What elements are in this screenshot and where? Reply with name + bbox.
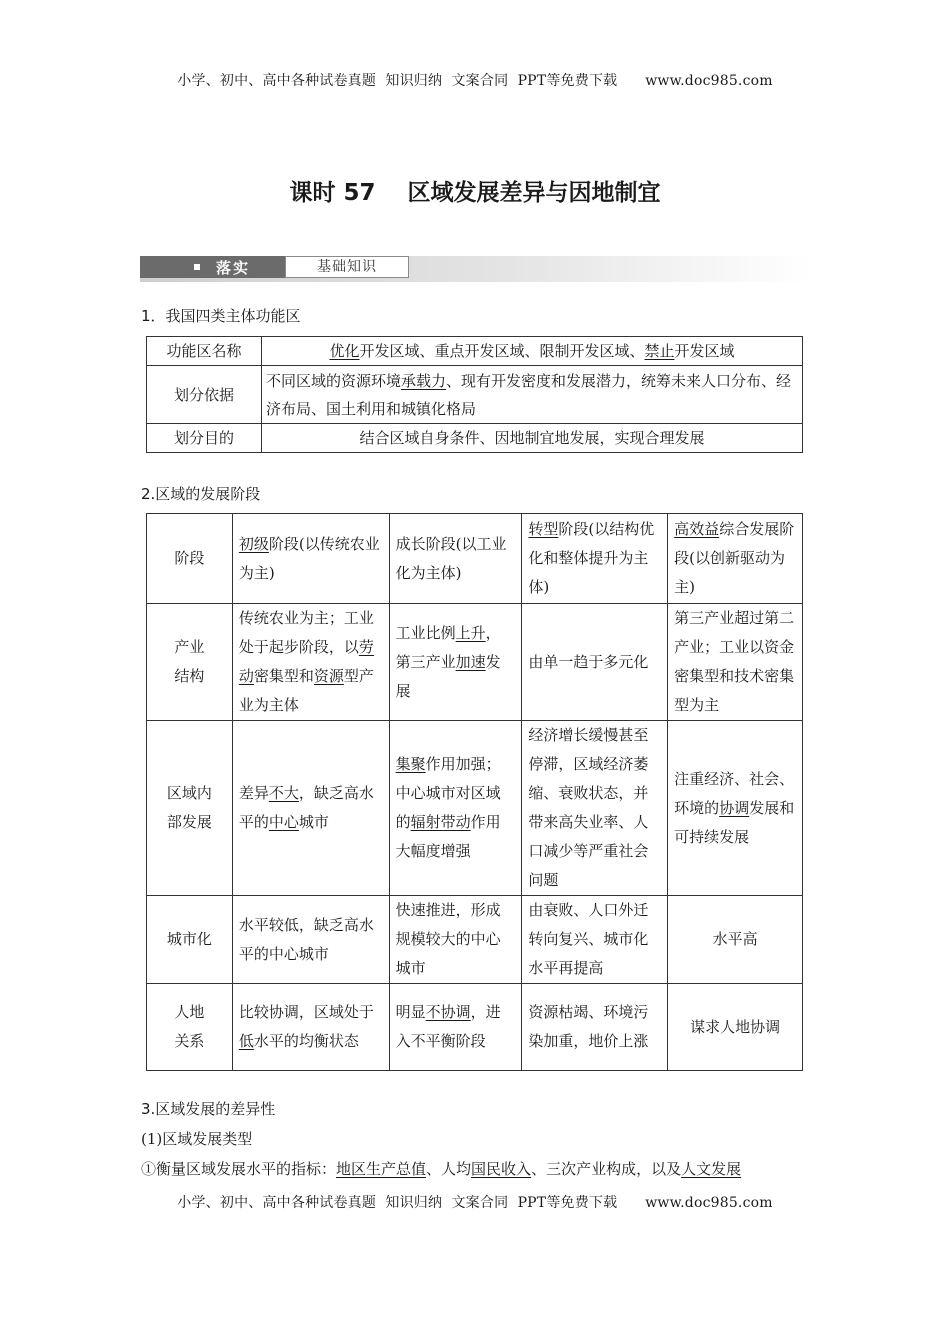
table-cell (262, 337, 803, 366)
underlined-answer: 上升 (455, 623, 486, 642)
text-run: 由单一趋于多元化 (528, 652, 649, 671)
underlined-answer: 禁止 (644, 342, 675, 360)
text-run: 结合区域自身条件、因地制宜地发展，实现合理发展 (359, 429, 705, 447)
square-bullet-icon (194, 264, 200, 270)
development-stage-table (146, 513, 803, 1071)
text-run: 、现有开发密度和发展潜力，统筹未来人口分布、经济布局、国土利用和城镇化格局 (266, 371, 792, 418)
table-cell (668, 896, 803, 984)
table-row-label: 人地 关系 (147, 984, 233, 1071)
page-header: 小学、初中、高中各种试卷真题 知识归纳 文案合同 PPT等免费下载 www.doc985.com (177, 73, 773, 89)
text-run: 作用加强；中心城市对区域的 (395, 755, 501, 831)
text-run: 城市 (298, 813, 329, 831)
banner-label-left: 落实 (216, 259, 251, 277)
underlined-answer: 劳动 (238, 638, 374, 685)
underlined-answer: 加速 (455, 652, 486, 671)
underlined-answer: 初级 (238, 534, 269, 553)
text-run: 、三次产业构成，以及 (531, 1160, 682, 1178)
text-run: 开发区域 (674, 342, 735, 360)
text-run: 谋求人地协调 (690, 1017, 781, 1036)
text-run: 密集型和 (253, 667, 314, 685)
stage-header (232, 514, 389, 604)
page-title: 课时 57 区域发展差异与因地制宜 (289, 180, 661, 206)
paragraph-line (141, 1158, 741, 1179)
text-run: 明显 (395, 1003, 426, 1021)
banner-dark-block (140, 256, 286, 278)
underlined-answer: 辐射带动 (410, 813, 471, 831)
underlined-answer: 集聚 (395, 755, 426, 773)
text-run: 综合发展阶段(以创新驱动为主) (674, 520, 795, 596)
table-cell (232, 604, 389, 721)
text-run: 由衰败、人口外迁转向复兴、城市化水平再提高 (528, 901, 649, 977)
underlined-answer: 人文发展 (681, 1160, 742, 1178)
table-cell (389, 604, 522, 721)
table-cell (668, 721, 803, 896)
underlined-answer: 地区生产总值 (336, 1160, 427, 1178)
text-run: 快速推进，形成规模较大的中心城市 (395, 901, 501, 977)
text-run: 水平高 (712, 930, 758, 948)
table-row-label: 划分目的 (147, 424, 262, 453)
underlined-answer: 低 (238, 1032, 254, 1050)
stage-header (668, 514, 803, 604)
underlined-answer: 高效益 (674, 520, 720, 538)
text-run: 作用大幅度增强 (395, 813, 501, 860)
stage-header (389, 514, 522, 604)
text-run: 第三产业超过第二产业；工业以资金密集型和技术密集型为主 (674, 609, 795, 714)
table-cell (522, 984, 668, 1071)
table-cell (232, 896, 389, 984)
text-run: 不同区域的资源环境 (266, 371, 402, 390)
text-run: 差异 (238, 784, 269, 802)
table-cell (232, 984, 389, 1071)
underlined-answer: 优化 (329, 342, 360, 360)
text-run: ，缺乏高水平的 (238, 784, 374, 831)
table-cell (389, 896, 522, 984)
table-cell (389, 721, 522, 896)
page-footer: 小学、初中、高中各种试卷真题 知识归纳 文案合同 PPT等免费下载 www.doc985.com (177, 1195, 773, 1211)
underlined-answer: 转型 (528, 520, 559, 538)
text-run: ，第三产业 (395, 623, 501, 671)
section-3-heading: 3.区域发展的差异性 (141, 1100, 276, 1118)
text-run: 资源枯竭、环境污染加重，地价上涨 (528, 1003, 649, 1050)
text-run: 比较协调，区域处于 (238, 1003, 374, 1021)
underlined-answer: 资源 (313, 667, 344, 685)
table-cell (232, 721, 389, 896)
table-row-label: 产业 结构 (147, 604, 233, 721)
text-run: 经济增长缓慢甚至停滞，区域经济萎缩、衰败状态，并带来高失业率、人口减少等严重社会问题 (528, 726, 649, 889)
table-row-label: 功能区名称 (147, 337, 262, 366)
table-cell (522, 721, 668, 896)
stage-header (522, 514, 668, 604)
text-run: ，进入不平衡阶段 (395, 1003, 501, 1050)
text-run: 水平的均衡状态 (253, 1032, 359, 1050)
function-zone-table (146, 336, 803, 453)
text-run: 注重经济、社会、环境的 (674, 769, 795, 817)
text-run: 发展和可持续发展 (674, 798, 795, 846)
underlined-answer: 国民收入 (471, 1160, 532, 1178)
table-cell (389, 984, 522, 1071)
banner-label-right: 基础知识 (285, 256, 409, 278)
underlined-answer: 不大 (268, 784, 299, 802)
underlined-answer: 协调 (719, 798, 750, 817)
table-cell (262, 366, 803, 424)
subsection-heading: (1)区域发展类型 (141, 1130, 253, 1148)
text-run: 成长阶段(以工业化为主体) (395, 534, 507, 582)
text-run: 、人均 (426, 1160, 472, 1178)
underlined-answer: 承载力 (401, 371, 447, 390)
text-run: 型产业为主体 (238, 667, 374, 714)
underlined-answer: 不协调 (425, 1003, 471, 1021)
text-run: 阶段(以结构优化和整体提升为主体) (528, 520, 655, 596)
underlined-answer: 中心 (268, 813, 299, 831)
text-run: 工业比例 (395, 623, 456, 642)
text-run: 发展 (395, 652, 501, 700)
table-row-label: 划分依据 (147, 366, 262, 424)
table-row-label: 区域内 部发展 (147, 721, 233, 896)
table-row-label: 城市化 (147, 896, 233, 984)
table-cell (668, 984, 803, 1071)
table-cell (522, 604, 668, 721)
table-header-label: 阶段 (147, 514, 233, 604)
table-cell (668, 604, 803, 721)
table-cell (262, 424, 803, 453)
table-cell (522, 896, 668, 984)
text-run: 水平较低，缺乏高水平的中心城市 (238, 915, 374, 963)
text-run: 开发区域、重点开发区域、限制开发区域、 (359, 342, 645, 360)
section-1-heading: 1．我国四类主体功能区 (141, 307, 301, 325)
section-2-heading: 2.区域的发展阶段 (141, 485, 261, 503)
text-run: ①衡量区域发展水平的指标： (141, 1160, 337, 1178)
text-run: 阶段(以传统农业为主) (238, 534, 380, 582)
text-run: 传统农业为主；工业处于起步阶段，以 (238, 609, 374, 656)
